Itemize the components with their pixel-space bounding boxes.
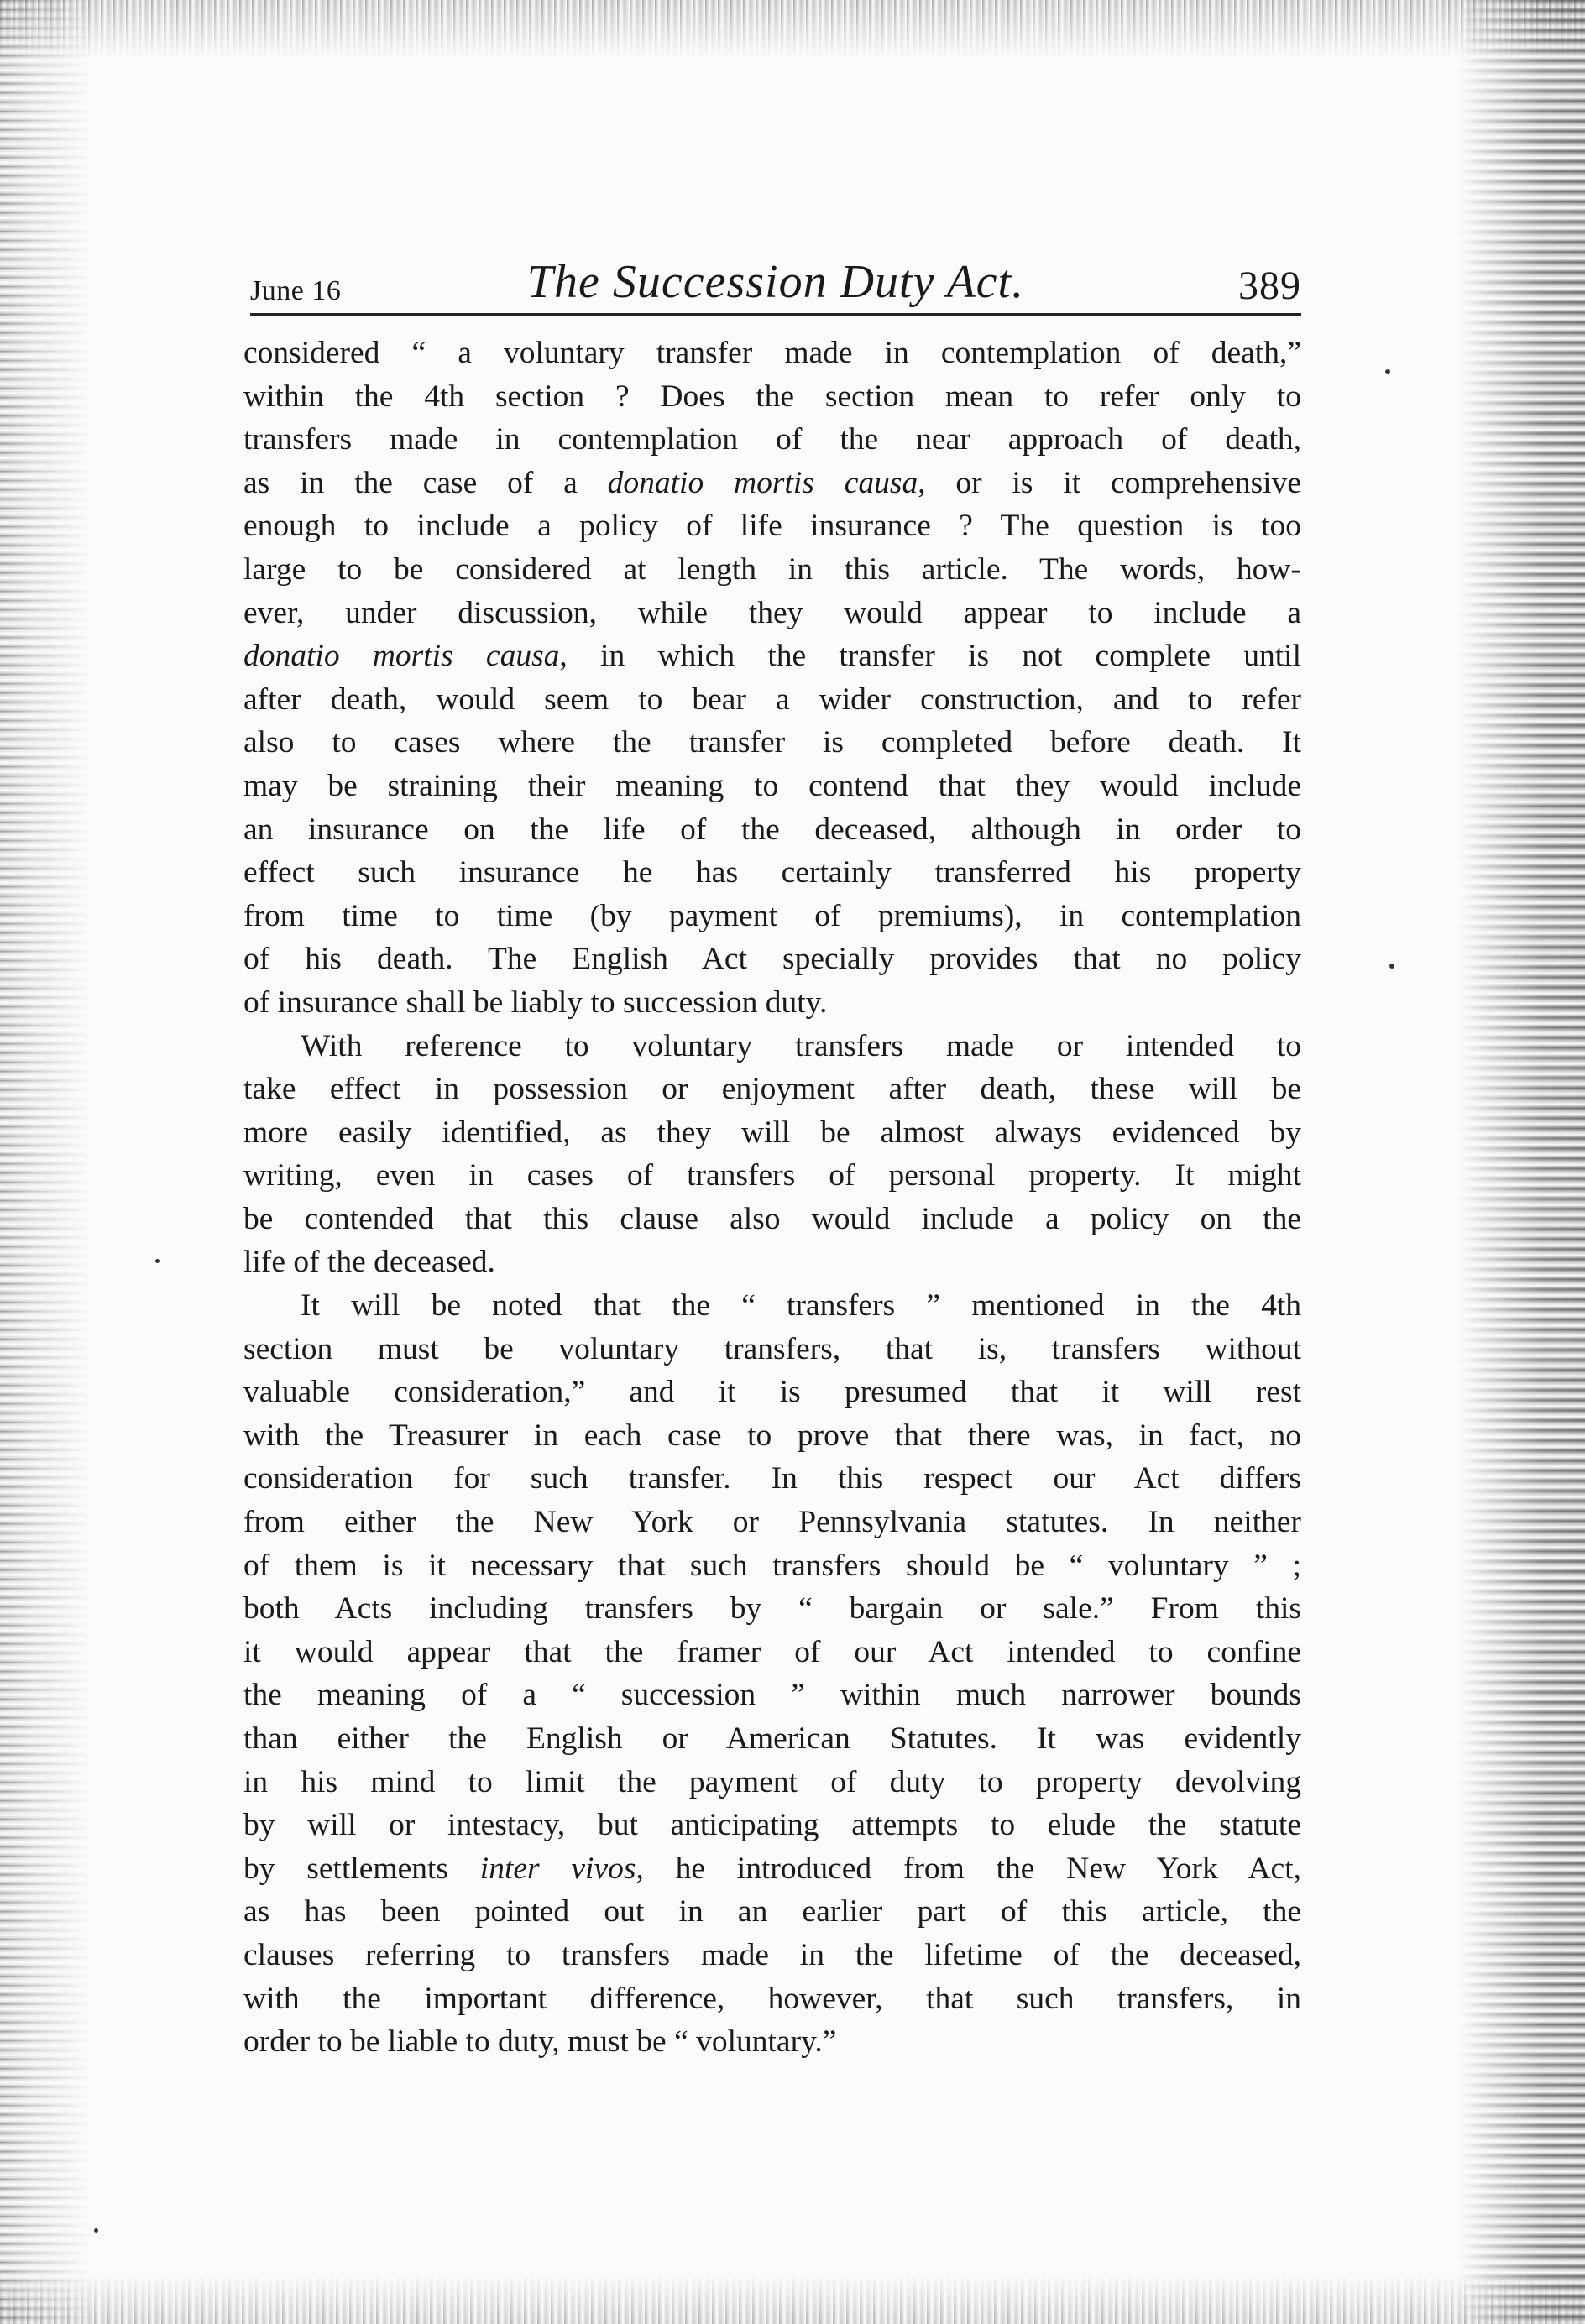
text-line: large to be considered at length in this article. The words, how- [243,551,1301,587]
text-line: life of the deceased. [243,1245,495,1280]
text-line: may be straining their meaning to contend that they would include [243,768,1301,803]
text-line: it would appear that the framer of our Act intended to confine [243,1634,1301,1669]
header-title: The Succession Duty Act. [526,256,1025,308]
text-line: by settlements inter vivos, he introduced from the New York Act, [243,1851,1301,1886]
scan-speck [155,1259,160,1263]
paragraph [243,1284,1301,2064]
page-number: 389 [1238,264,1301,308]
scan-edge-bottom [0,2274,1585,2324]
scan-edge-right [1459,0,1585,2324]
text-line: of insurance shall be liably to succession duty. [243,984,828,1020]
text-line: With reference to voluntary transfers made or intended to [301,1028,1301,1063]
text-line: by will or intestacy, but anticipating attempts to elude the statute [243,1808,1301,1843]
header-date: June 16 [250,275,342,306]
text-line: consideration for such transfer. In this respect our Act differs [243,1461,1301,1496]
scan-speck [1385,369,1390,374]
text-line: an insurance on the life of the deceased, although in order to [243,812,1301,847]
header-rule [250,313,1301,316]
running-header [250,252,1301,316]
text-line: from either the New York or Pennsylvania statutes. In neither [243,1505,1301,1540]
text-line: transfers made in contemplation of the near approach of death, [243,422,1301,457]
text-line: effect such insurance he has certainly transferred his property [243,855,1301,890]
text-line: more easily identified, as they will be almost always evidenced by [243,1115,1301,1150]
text-line: be contended that this clause also would include a policy on the [243,1201,1301,1236]
scan-speck [94,2228,98,2233]
text-line: of them is it necessary that such transfers should be “ voluntary ” ; [243,1548,1301,1583]
article-body [243,332,1301,2064]
text-line: donatio mortis causa, in which the transfer is not complete until [243,639,1301,674]
scan-edge-left [0,0,92,2324]
text-line: from time to time (by payment of premiums), in contemplation [243,898,1301,933]
text-line: in his mind to limit the payment of duty to property devolving [243,1764,1301,1799]
text-line: as in the case of a donatio mortis causa, or is it comprehensive [243,465,1301,500]
text-line: order to be liable to duty, must be “ voluntary.” [243,2024,837,2060]
text-line: within the 4th section ? Does the section mean to refer only to [243,379,1301,414]
text-line: of his death. The English Act specially provides that no policy [243,942,1301,977]
text-line: the meaning of a “ succession ” within much narrower bounds [243,1678,1301,1713]
text-line: clauses referring to transfers made in the lifetime of the deceased, [243,1937,1301,1972]
text-line: valuable consideration,” and it is presumed that it will rest [243,1375,1301,1410]
text-line: after death, would seem to bear a wider construction, and to refer [243,682,1301,717]
text-line: ever, under discussion, while they would appear to include a [243,595,1301,630]
text-line: than either the English or American Statutes. It was evidently [243,1721,1301,1756]
text-line: also to cases where the transfer is completed before death. It [243,725,1301,760]
text-line: considered “ a voluntary transfer made in contemplation of death,” [243,336,1301,370]
paragraph [243,332,1301,1025]
text-line: take effect in possession or enjoyment after death, these will be [243,1072,1301,1107]
text-line: section must be voluntary transfers, that is, transfers without [243,1331,1301,1366]
text-line: with the important difference, however, that such transfers, in [243,1981,1301,2016]
text-line: both Acts including transfers by “ bargain or sale.” From this [243,1591,1301,1627]
text-line: writing, even in cases of transfers of personal property. It might [243,1158,1301,1193]
text-line: It will be noted that the “ transfers ” mentioned in the 4th [301,1288,1301,1324]
text-line: enough to include a policy of life insurance ? The question is too [243,509,1301,544]
scan-speck [1389,964,1394,969]
paragraph [243,1025,1301,1285]
text-line: with the Treasurer in each case to prove that there was, in fact, no [243,1418,1301,1453]
text-line: as has been pointed out in an earlier part of this article, the [243,1894,1301,1930]
scan-edge-top [0,0,1585,59]
